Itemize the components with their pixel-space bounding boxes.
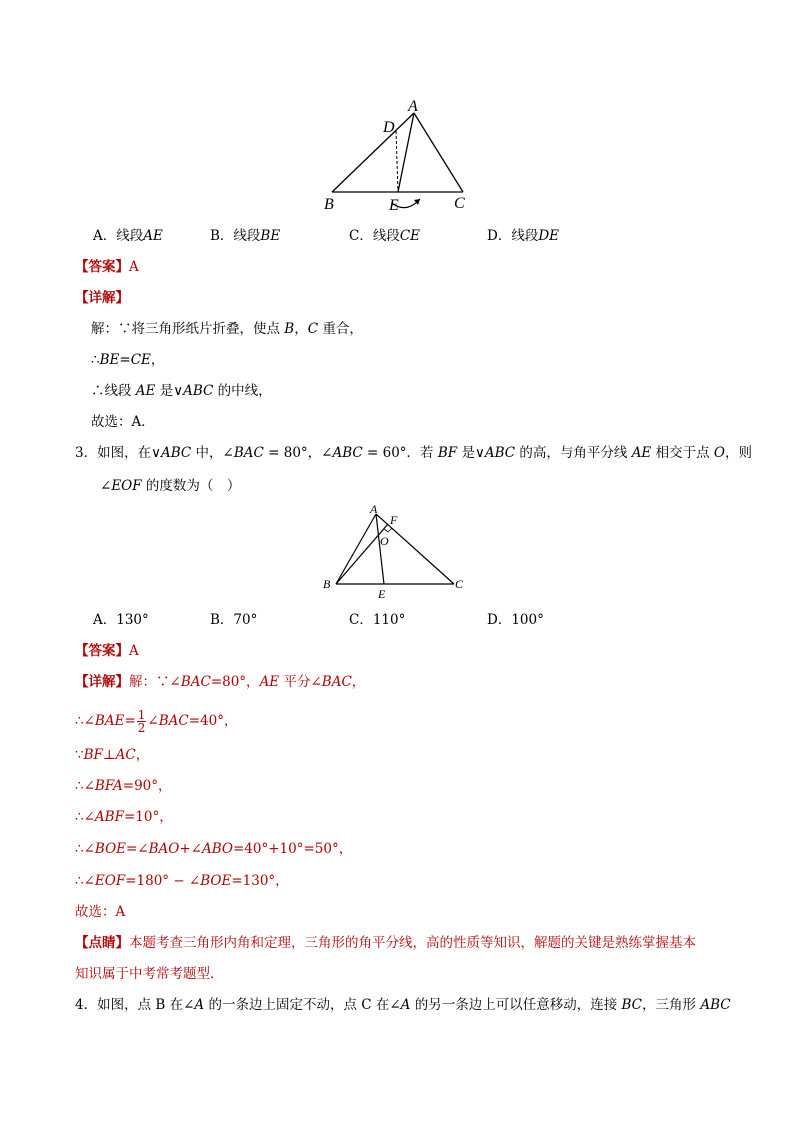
q2-detail-tag: 【详解】 <box>75 290 129 306</box>
side-ab <box>336 514 376 584</box>
label-c: C <box>455 577 464 591</box>
q2-detail-line3: ∴线段 AE 是∨ABC 的中线， <box>91 383 272 399</box>
q2-option-b: B．线段BE <box>210 228 281 244</box>
right-angle-mark <box>384 528 392 532</box>
q3-solution-line6: ∴∠BOE=∠BAO+∠ABO=40°+10°=50°， <box>75 841 353 857</box>
label-e: E <box>378 587 386 601</box>
q4-stem-line1: 4．如图，点 B 在∠A 的一条边上固定不动，点 C 在∠A 的另一条边上可以任意移动，连接 BC，三角形 ABC <box>75 997 731 1013</box>
q2-option-a: A．线段AE <box>93 228 163 244</box>
side-ab <box>332 113 414 192</box>
figure-folded-triangle <box>318 96 478 214</box>
q3-option-a: A．130° <box>93 612 149 628</box>
label-d: D <box>383 119 395 136</box>
q3-solution-line2: ∴∠BAE= $\frac{1}{2}$ ∠BAC=40°， <box>75 708 238 735</box>
q3-solution-line1: 【详解】解：∵∠BAC=80°，AE 平分∠BAC， <box>75 674 366 690</box>
label-b: B <box>323 577 331 591</box>
figure-triangle-abc <box>318 502 473 602</box>
label-c: C <box>454 195 465 212</box>
q3-solution-line5: ∴∠ABF=10°， <box>75 809 173 825</box>
q2-option-c: C．线段CE <box>349 228 421 244</box>
label-e: E <box>389 197 399 214</box>
bisector-ae <box>376 514 384 584</box>
q3-option-d: D．100° <box>487 612 544 628</box>
label-a: A <box>370 502 378 516</box>
segment-ae <box>398 113 414 192</box>
q2-detail-line4: 故选：A． <box>91 414 155 430</box>
label-a: A <box>408 98 418 115</box>
fraction-one-half: $\frac{1}{2}$ <box>137 708 146 735</box>
q3-comment-line1: 【点睛】本题考查三角形内角和定理，三角形的角平分线，高的性质等知识，解题的关键是熟练掌握基本 <box>75 935 696 951</box>
q3-answer: 【答案】A <box>75 643 139 659</box>
q3-stem-line2: ∠EOF 的度数为（ ） <box>100 478 241 494</box>
q3-option-b: B．70° <box>210 612 258 628</box>
label-o: O <box>380 534 389 548</box>
q3-solution-line7: ∴∠EOF=180° − ∠BOE=130°， <box>75 873 289 889</box>
q2-option-d: D．线段DE <box>487 228 560 244</box>
q2-detail-line1: 解：∵将三角形纸片折叠，使点 B，C 重合， <box>91 321 363 337</box>
fold-line-de <box>396 131 398 192</box>
q3-solution-line4: ∴∠BFA=90°， <box>75 778 172 794</box>
label-f: F <box>390 513 398 527</box>
q3-solution-line8: 故选：A <box>75 904 126 920</box>
q2-detail-line2: ∴BE=CE， <box>91 352 165 368</box>
q3-comment-line2: 知识属于中考常考题型． <box>75 966 224 982</box>
q3-solution-line3: ∵BF⊥AC， <box>75 747 150 763</box>
q3-option-c: C．110° <box>349 612 406 628</box>
q3-stem-line1: 3．如图，在∨ABC 中，∠BAC = 80°，∠ABC = 60°．若 BF 是∨ABC 的高，与角平分线 AE 相交于点 O，则 <box>75 445 752 461</box>
side-ac <box>414 113 463 192</box>
q2-answer: 【答案】A <box>75 259 139 275</box>
label-b: B <box>324 196 334 213</box>
